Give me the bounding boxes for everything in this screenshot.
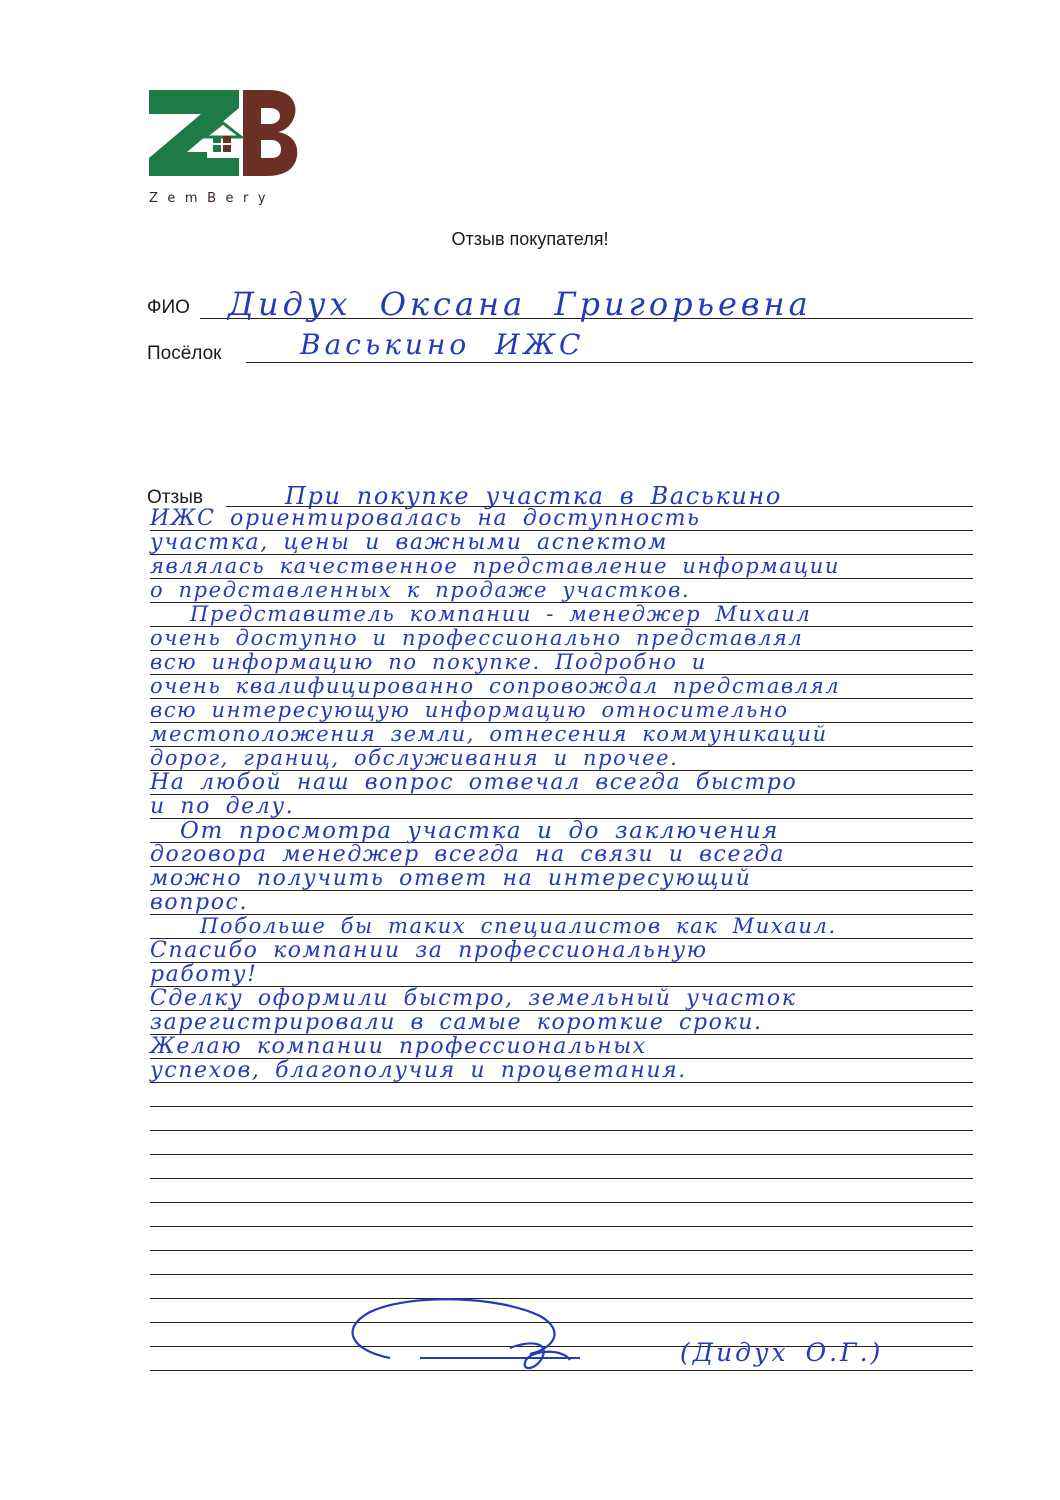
review-text-line: можно получить ответ на интересующий xyxy=(150,866,752,891)
review-text-line: успехов, благополучия и процветания. xyxy=(150,1058,687,1083)
review-text-line: зарегистрировали в самые короткие сроки. xyxy=(150,1010,763,1035)
review-label: Отзыв xyxy=(147,487,203,508)
review-text-line: о представленных к продаже участков. xyxy=(150,578,691,602)
review-text-line: всю интересующую информацию относительно xyxy=(150,698,789,722)
review-text-line: Побольше бы таких специалистов как Михаил. xyxy=(200,914,837,938)
review-text-line: договора менеджер всегда на связи и всегда xyxy=(150,842,786,867)
review-text-line: Желаю компании профессиональных xyxy=(150,1034,647,1059)
fio-handwritten-value: Дидух Оксана Григорьевна xyxy=(228,285,812,323)
village-handwritten-value: Васькино ИЖС xyxy=(300,328,585,361)
review-text-line: Спасибо компании за профессиональную xyxy=(150,938,708,963)
review-text-line: При покупке участка в Васькино xyxy=(285,482,782,510)
review-text-line: местоположения земли, отнесения коммуникаций xyxy=(150,722,828,746)
review-text-line: ИЖС ориентировалась на доступность xyxy=(150,506,701,531)
village-label: Посёлок xyxy=(147,343,222,364)
review-text-line: дорог, границ, обслуживания и прочее. xyxy=(150,746,679,770)
review-text-line: и по делу. xyxy=(150,794,295,819)
review-text-line: Сделку оформили быстро, земельный участок xyxy=(150,986,797,1011)
review-text-line: вопрос. xyxy=(150,890,249,915)
signature-name: (Дидух О.Г.) xyxy=(680,1338,884,1367)
review-text-line: От просмотра участка и до заключения xyxy=(180,818,779,844)
review-text-line: На любой наш вопрос отвечал всегда быстро xyxy=(150,770,798,795)
review-text-line: участка, цены и важными аспектом xyxy=(150,530,668,555)
review-text-line: работу! xyxy=(150,962,258,987)
fio-label: ФИО xyxy=(147,297,190,318)
handwritten-signature xyxy=(330,1288,590,1398)
review-text-line: Представитель компании - менеджер Михаил xyxy=(190,602,812,626)
review-text-line: всю информацию по покупке. Подробно и xyxy=(150,650,707,674)
review-text-line: очень доступно и профессионально представлял xyxy=(150,626,804,650)
logo-wordmark: ZemBery xyxy=(149,191,276,206)
form-heading: Отзыв покупателя! xyxy=(451,229,609,249)
review-text-line: являлась качественное представление информации xyxy=(150,554,840,578)
review-text-line: очень квалифицированно сопровождал представлял xyxy=(150,674,841,698)
